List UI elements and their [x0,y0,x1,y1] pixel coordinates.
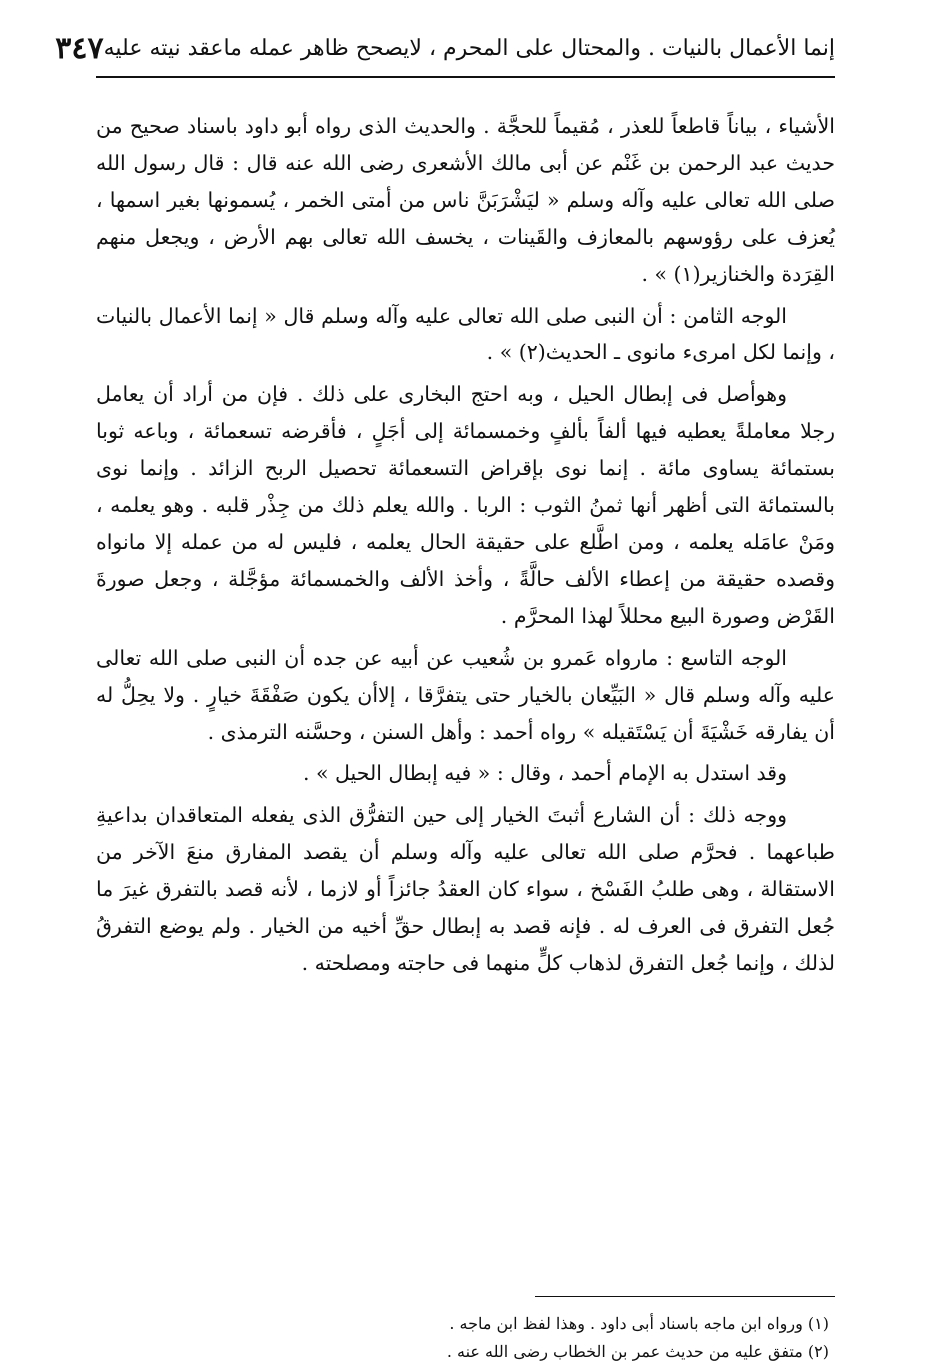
paragraph: وهوأصل فى إبطال الحيل ، وبه احتج البخارى على ذلك . فإن من أراد أن يعامل رجلا معاملةً يعطيه فيها ألفاً بألفٍ وخمسمائة إلى أجَلٍ ، فأقرضه تسعمائة ، وباعه ثوبا بستمائة يساوى مائة . إنما نوى بإقراض التسعمائة تحصيل الربح الزائد . وإنما نوى بالستمائة التى أظهر أنها ثمنُ الثوب : الربا . والله يعلم ذلك من جِذْر قلبه . وهو يعلمه ، ومَنْ عامَله يعلمه ، ومن اطَّلع على حقيقة الحال يعلمه ، فليس له من عمله إلا مانواه وقصده حقيقة من إعطاء الألف حالَّةً ، وأخذ الألف والخمسمائة مؤجَّلة ، وجعل صورةَ القَرْض وصورة البيع محللاً لهذا المحرَّم . [96,382,835,628]
page-number: ٣٤٧ [55,30,104,66]
paragraph: ووجه ذلك : أن الشارع أثبتَ الخيار إلى حين التفرُّق الذى يفعله المتعاقدان بداعيةِ طباعهما . فحرَّم صلى الله تعالى عليه وآله وسلم أن يقصد المفارق منعَ الآخر من الاستقالة ، وهى طلبُ الفَسْخ ، سواء كان العقدُ جائزاً أو لازما ، لأنه قصد بالتفرق غيرَ ما جُعل التفرق فى العرف له . فإنه قصد به إبطال حقِّ أخيه من الخيار . ولم يوضع التفرقُ لذلك ، وإنما جُعل التفرق لذهاب كلٍّ منهما فى حاجته ومصلحته . [96,803,835,975]
paragraph: الوجه التاسع : مارواه عَمرو بن شُعيب عن أبيه عن جده أن النبى صلى الله تعالى عليه وآله وسلم قال « البَيِّعان بالخيار حتى يتفرَّقا ، إلاأن يكون صَفْقَةَ خيارٍ . ولا يحِلُّ له أن يفارقه خَشْيَةَ أن يَسْتَقيله » رواه أحمد : وأهل السنن ، وحسَّنه الترمذى . [96,645,835,744]
running-title: إنما الأعمال بالنيات . والمحتال على المحرم ، لايصحح ظاهر عمله ماعقد نيته عليه [103,35,835,61]
paragraph: الوجه الثامن : أن النبى صلى الله تعالى عليه وآله وسلم قال « إنما الأعمال بالنيات ، وإنما لكل امرىء مانوى ـ الحديث(٢) » . [96,303,835,365]
header-rule [96,76,835,78]
page-header [55,22,835,74]
footnote: (١) ورواه ابن ماجه باسناد أبى داود . وهذا لفظ ابن ماجه . [449,1314,829,1333]
footnotes [96,1310,835,1366]
paragraph: وقد استدل به الإمام أحمد ، وقال : « فيه إبطال الحيل » . [302,761,787,786]
footnote: (٢) متفق عليه من حديث عمر بن الخطاب رضى الله عنه . [446,1342,829,1361]
paragraph: الأشياء ، بياناً قاطعاً للعذر ، مُقيماً للحجَّة . والحديث الذى رواه أبو داود باسناد صحيح من حديث عبد الرحمن بن غَنْم عن أبى مالك الأشعرى رضى الله عنه قال : قال رسول الله صلى الله تعالى عليه وآله وسلم « ليَشْرَبَنَّ ناس من أمتى الخمر ، يُسمونها بغير اسمها ، يُعزف على رؤوسهم بالمعازف والقَينات ، يخسف الله تعالى بهم الأرض ، ويجعل منهم القِرَدة والخنازير(١) » . [96,114,835,286]
footnote-rule [535,1296,835,1297]
body-text [96,108,835,987]
